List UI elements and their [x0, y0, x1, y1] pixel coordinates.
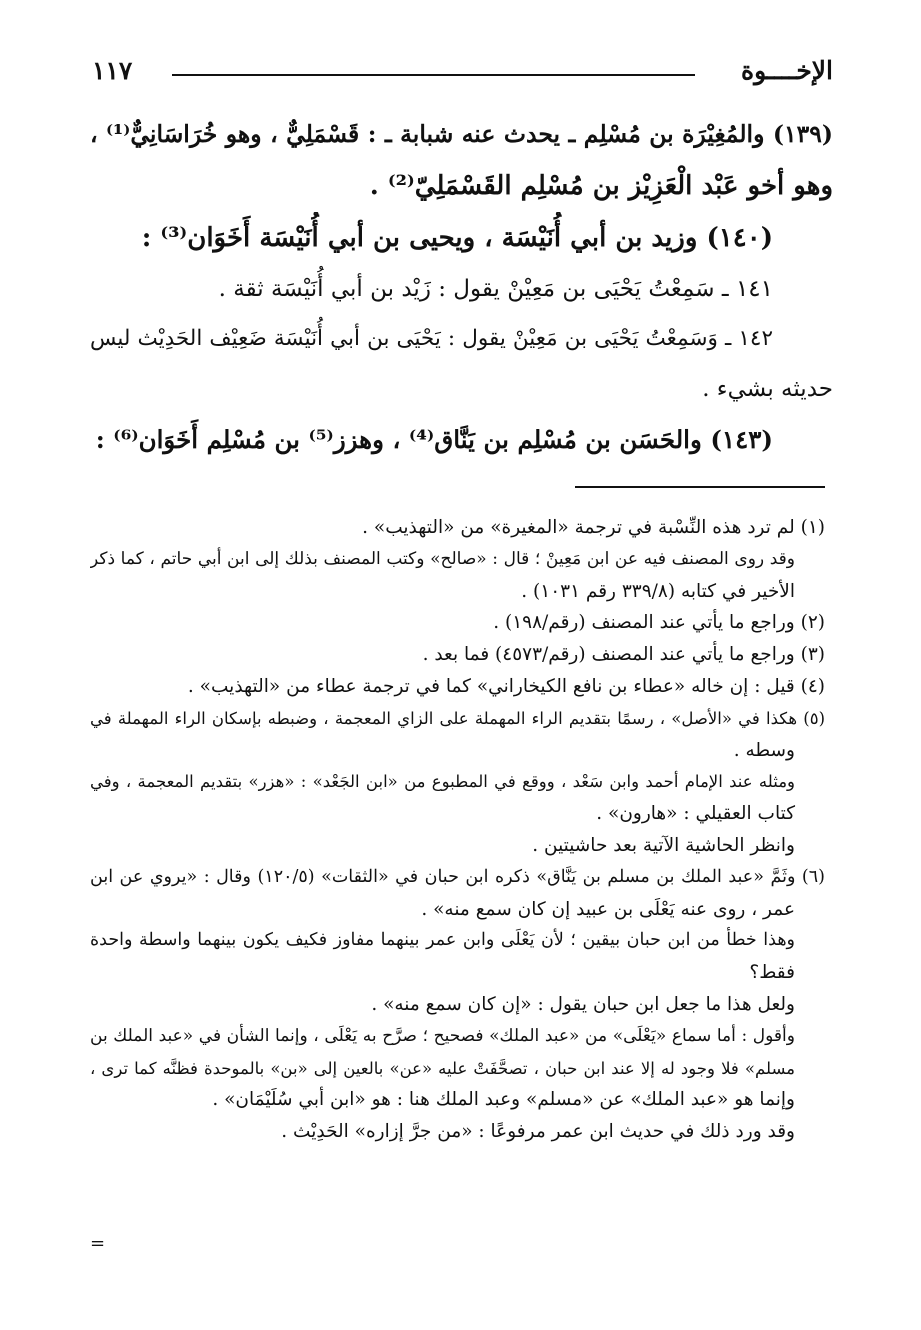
footnote-6: (٦) وثَمَّ «عبد الملك بن مسلم بن يَنَّاق» ذكره ابن حبان في «الثقات» (١٢٠/٥) وقال : «يروي عن ابن — [90, 866, 825, 887]
page-header — [92, 56, 833, 90]
footnote-6-line: ولعل هذا ما جعل ابن حبان يقول : «إن كان سمع منه» . — [371, 993, 795, 1015]
footnote-1: (١) لم ترد هذه النِّسْبة في ترجمة «المغيرة» من «التهذيب» . — [362, 517, 825, 538]
footnote-6-line: وأقول : أما سماع «يَعْلَى» من «عبد الملك» فصحيح ؛ صرَّح به يَعْلَى ، وإنما الشأن في «عبد الملك بن — [90, 1025, 795, 1046]
continuation-mark: = — [90, 1233, 106, 1254]
footnote-1-line: الأخير في كتابه (٣٣٩/٨ رقم ١٠٣١) . — [521, 580, 795, 602]
footnote-6-line: عمر ، روى عنه يَعْلَى بن عبيد إن كان سمع منه» . — [421, 898, 795, 920]
entry-143: (١٤٣) والحَسَن بن مُسْلِم بن يَنَّاق⁽⁴⁾ ، وهزز⁽⁵⁾ بن مُسْلِم أَخَوَان⁽⁶⁾ : — [95, 425, 773, 454]
footnote-5-line: كتاب العقيلي : «هارون» . — [596, 803, 795, 825]
header-rule — [172, 74, 695, 76]
entry-142-line-1: ١٤٢ ـ وَسَمِعْتُ يَحْيَى بن مَعِيْنْ يقول : يَحْيَى بن أبي أُنَيْسَة ضَعِيْف الحَدِيْث ليس — [90, 326, 773, 351]
main-text — [90, 108, 833, 466]
footnote-1-line: وقد روى المصنف فيه عن ابن مَعِينْ ؛ قال : «صالح» وكتب المصنف بذلك إلى ابن أبي حاتم ، كما ذكر — [90, 548, 795, 569]
footnote-4: (٤) قيل : إن خاله «عطاء بن نافع الكيخاراني» كما في ترجمة عطاء من «التهذيب» . — [187, 675, 825, 697]
footnote-6-line: وإنما هو «عبد الملك» عن «مسلم» وعبد الملك هنا : هو «ابن أبي سُلَيْمَان» . — [212, 1089, 795, 1111]
footnote-2: (٢) وراجع ما يأتي عند المصنف (رقم/١٩٨) . — [493, 612, 825, 634]
page-number: ١١٧ — [92, 56, 133, 85]
entry-142-line-2: حديثه بشيء . — [702, 376, 833, 402]
footnote-6-line: مسلم» فلا وجود له إلا عند ابن حبان ، تصحَّفَتْ عليه «عن» بالعين إلى «بن» بالموحدة فظنَّه كما ترى ، — [90, 1058, 795, 1078]
footnote-6-line: وهذا خطأ من ابن حبان بيقين ؛ لأن يَعْلَى وابن عمر بينهما مفاوز فكيف يكون بينهما واسطة واحدة — [90, 930, 795, 951]
footnote-divider — [575, 486, 825, 488]
footnote-5-line: وانظر الحاشية الآتية بعد حاشيتين . — [532, 834, 795, 856]
entry-141: ١٤١ ـ سَمِعْتُ يَحْيَى بن مَعِيْنْ يقول : زَيْد بن أبي أُنَيْسَة ثقة . — [218, 276, 773, 302]
footnote-6-line: فقط؟ — [749, 962, 795, 984]
footnote-5-line: ومثله عند الإمام أحمد وابن سَعْد ، ووقع في المطبوع من «ابن الجَعْد» : «هزر» بتقديم المعجمة ، وفي — [90, 772, 795, 792]
footnote-3: (٣) وراجع ما يأتي عند المصنف (رقم/٤٥٧٣) فما بعد . — [422, 644, 825, 666]
footnote-5-line: وسطه . — [733, 739, 795, 761]
entry-139-line-1: (١٣٩) والمُغِيْرَة بن مُسْلِم ـ يحدث عنه شبابة ـ : قَسْمَلِيٌّ ، وهو خُرَاسَانِيٌّ⁽¹⁾ ، — [90, 120, 833, 148]
entry-140: (١٤٠) وزيد بن أبي أُنَيْسَة ، ويحيى بن أبي أُنَيْسَة أَخَوَان⁽³⁾ : — [141, 223, 773, 253]
entry-139-line-2: وهو أخو عَبْد الْعَزِيْز بن مُسْلِم القَسْمَلِيّ⁽²⁾ . — [369, 171, 833, 201]
footnote-5: (٥) هكذا في «الأصل» ، رسمًا بتقديم الراء المهملة على الزاي المعجمة ، وضبطه بإسكان الراء المهملة في — [90, 708, 825, 728]
footnotes — [90, 512, 825, 1148]
running-title: الإخــــوة — [741, 56, 833, 85]
footnote-6-line: وقد ورد ذلك في حديث ابن عمر مرفوعًا : «من جرَّ إزاره» الحَدِيْث . — [281, 1121, 795, 1143]
